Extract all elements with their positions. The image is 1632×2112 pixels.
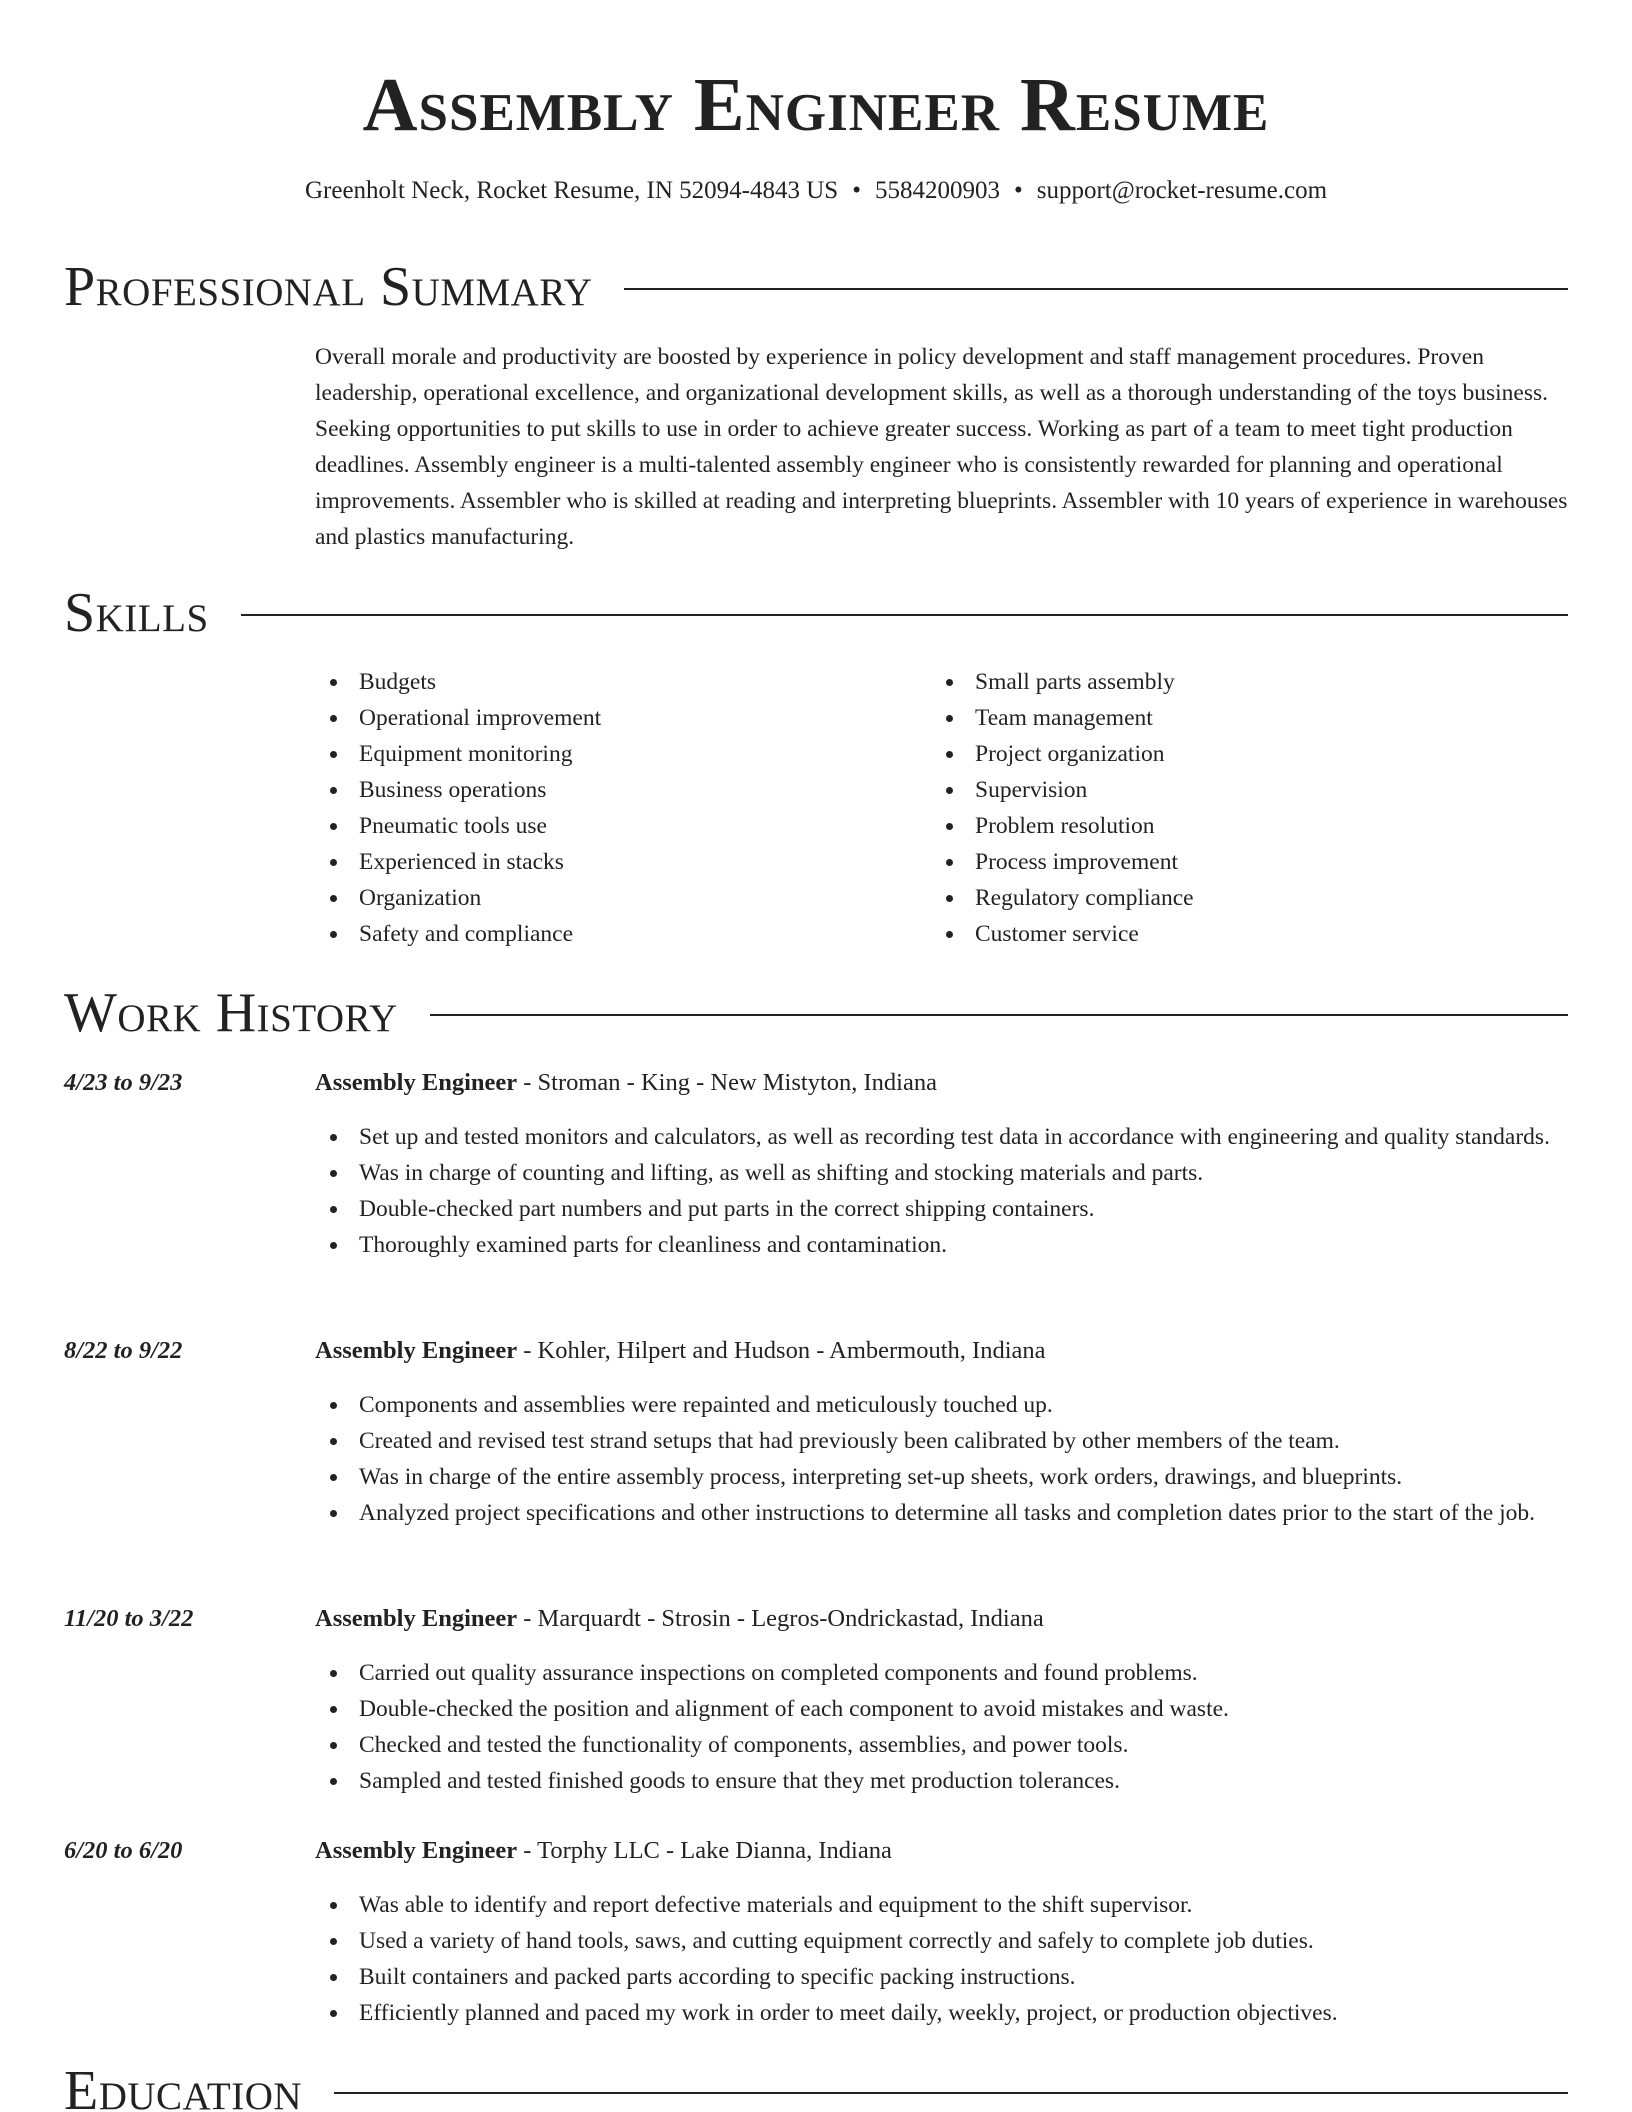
duty-item: Carried out quality assurance inspections on completed components and found problems. <box>315 1655 1568 1691</box>
job-duties <box>315 1655 1568 1799</box>
skill-item: Small parts assembly <box>931 664 1547 700</box>
section-divider <box>624 288 1568 290</box>
job-dates: 4/23 to 9/23 <box>64 1069 183 1096</box>
job-duties <box>315 1887 1568 2031</box>
duty-item: Double-checked part numbers and put parts in the correct shipping containers. <box>315 1191 1568 1227</box>
job-title: Assembly Engineer <box>315 1837 518 1864</box>
skill-item: Supervision <box>931 772 1547 808</box>
duty-item: Analyzed project specifications and other instructions to determine all tasks and completion dates prior to the start of the job. <box>315 1495 1568 1531</box>
section-divider <box>241 614 1568 616</box>
job-employer: - Marquardt - Strosin - Legros-Ondrickastad, Indiana <box>517 1605 1044 1632</box>
job-title: Assembly Engineer <box>315 1337 518 1364</box>
professional-summary: Overall morale and productivity are boosted by experience in policy development and staff management procedures. Proven leadership, operational excellence, and organizational development skills, as well as a thorough understanding of the toys business. Seeking opportunities to put skills to use in order to achieve greater success. Working as part of a team to meet tight production deadlines. Assembly engineer is a multi-talented assembly engineer who is consistently rewarded for planning and operational improvements. Assembler who is skilled at reading and interpreting blueprints. Assembler with 10 years of experience in warehouses and plastics manufacturing. <box>315 344 1568 550</box>
job-dates: 8/22 to 9/22 <box>64 1337 183 1364</box>
job-header <box>64 1601 1568 1637</box>
skill-item: Customer service <box>931 916 1547 952</box>
skill-item: Experienced in stacks <box>315 844 931 880</box>
duty-item: Thoroughly examined parts for cleanliness and contamination. <box>315 1227 1568 1263</box>
skills-column-right <box>931 664 1547 952</box>
skill-item: Problem resolution <box>931 808 1547 844</box>
section-header-skills <box>64 580 1568 646</box>
job-entry <box>64 1833 1568 2031</box>
skills-column-left <box>315 664 931 952</box>
duty-item: Components and assemblies were repainted and meticulously touched up. <box>315 1387 1568 1423</box>
skill-item: Regulatory compliance <box>931 880 1547 916</box>
section-header-summary <box>64 254 1568 320</box>
resume-title: Assembly Engineer Resume <box>362 63 1270 147</box>
section-title-education: Education <box>64 2060 303 2112</box>
duty-item: Was in charge of the entire assembly process, interpreting set-up sheets, work orders, drawings, and blueprints. <box>315 1459 1568 1495</box>
job-header <box>64 1333 1568 1369</box>
job-employer: - Kohler, Hilpert and Hudson - Ambermouth, Indiana <box>517 1337 1046 1364</box>
contact-line <box>0 174 1632 208</box>
duty-item: Built containers and packed parts according to specific packing instructions. <box>315 1959 1568 1995</box>
job-entry <box>64 1065 1568 1263</box>
job-title: Assembly Engineer <box>315 1605 518 1632</box>
address: Greenholt Neck, Rocket Resume, IN 52094-4843 US <box>304 177 839 204</box>
section-title-work-history: Work History <box>64 982 398 1044</box>
job-title: Assembly Engineer <box>315 1069 518 1096</box>
section-header-work-history <box>64 980 1568 1046</box>
job-header <box>64 1833 1568 1869</box>
job-entry <box>64 1333 1568 1531</box>
skill-item: Safety and compliance <box>315 916 931 952</box>
section-divider <box>430 1014 1568 1016</box>
section-divider <box>334 2092 1568 2094</box>
job-entry <box>64 1601 1568 1799</box>
duty-item: Created and revised test strand setups that had previously been calibrated by other members of the team. <box>315 1423 1568 1459</box>
duty-item: Was in charge of counting and lifting, as well as shifting and stocking materials and parts. <box>315 1155 1568 1191</box>
skill-item: Budgets <box>315 664 931 700</box>
skill-item: Equipment monitoring <box>315 736 931 772</box>
job-duties <box>315 1119 1568 1263</box>
separator: • <box>852 177 861 204</box>
skill-item: Business operations <box>315 772 931 808</box>
skill-item: Team management <box>931 700 1547 736</box>
separator: • <box>1013 177 1023 204</box>
job-employer: - Stroman - King - New Mistyton, Indiana <box>517 1069 937 1096</box>
duty-item: Was able to identify and report defective materials and equipment to the shift supervisor. <box>315 1887 1568 1923</box>
duty-item: Double-checked the position and alignment of each component to avoid mistakes and waste. <box>315 1691 1568 1727</box>
job-header <box>64 1065 1568 1101</box>
job-dates: 11/20 to 3/22 <box>64 1605 194 1632</box>
section-title-skills: Skills <box>64 582 209 644</box>
skill-item: Pneumatic tools use <box>315 808 931 844</box>
duty-item: Used a variety of hand tools, saws, and cutting equipment correctly and safely to complete job duties. <box>315 1923 1568 1959</box>
duty-item: Set up and tested monitors and calculators, as well as recording test data in accordance with engineering and quality standards. <box>315 1119 1568 1155</box>
skill-item: Operational improvement <box>315 700 931 736</box>
duty-item: Sampled and tested finished goods to ensure that they met production tolerances. <box>315 1763 1568 1799</box>
section-header-education <box>64 2058 1568 2112</box>
section-title-summary: Professional Summary <box>64 256 593 318</box>
duty-item: Efficiently planned and paced my work in order to meet daily, weekly, project, or production objectives. <box>315 1995 1568 2031</box>
phone-number: 5584200903 <box>874 177 1000 204</box>
job-employer: - Torphy LLC - Lake Dianna, Indiana <box>517 1837 892 1864</box>
skill-item: Process improvement <box>931 844 1547 880</box>
job-dates: 6/20 to 6/20 <box>64 1837 183 1864</box>
skill-item: Organization <box>315 880 931 916</box>
email-address: support@rocket-resume.com <box>1036 177 1328 204</box>
skills-list <box>315 664 1568 952</box>
job-duties <box>315 1387 1568 1531</box>
duty-item: Checked and tested the functionality of components, assemblies, and power tools. <box>315 1727 1568 1763</box>
skill-item: Project organization <box>931 736 1547 772</box>
